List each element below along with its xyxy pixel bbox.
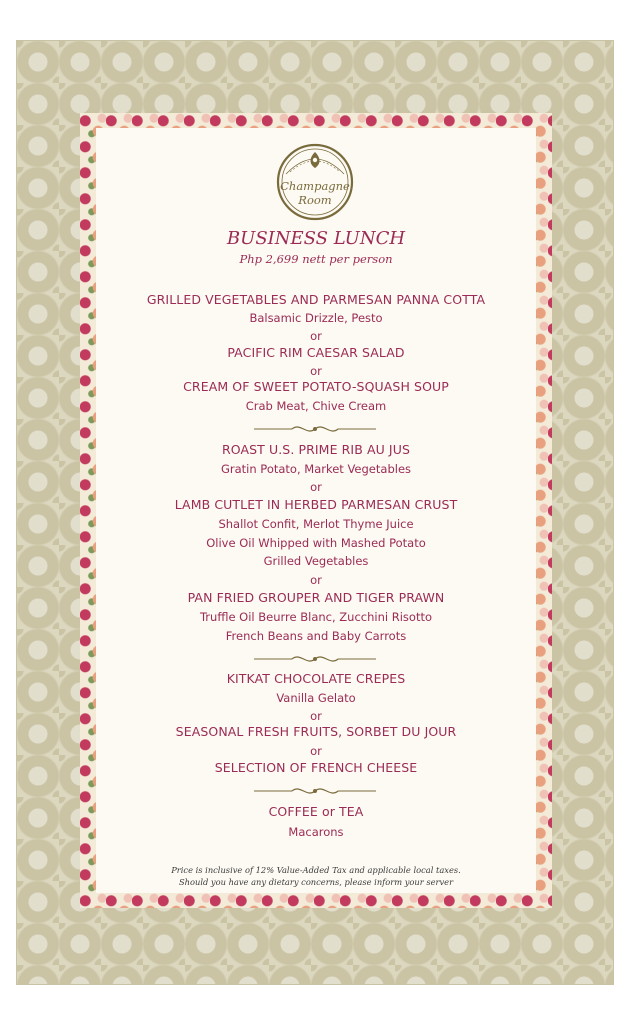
dessert-2-name: SEASONAL FRESH FRUITS, SORBET DU JOUR [175,724,457,739]
main-3-desc-2: French Beans and Baby Carrots [225,629,407,643]
tax-note: Price is inclusive of 12% Value-Added Tax and applicable local taxes. [171,865,461,875]
logo-text-line1: Champagne [280,179,350,193]
starter-3-desc: Crab Meat, Chive Cream [245,399,387,413]
main-2-desc-1: Shallot Confit, Merlot Thyme Juice [218,517,414,531]
starter-1-desc: Balsamic Drizzle, Pesto [249,311,383,325]
or-separator: or [310,329,322,343]
or-separator: or [310,364,322,378]
main-2-desc-3: Grilled Vegetables [263,554,369,568]
dietary-note: Should you have any dietary concerns, please inform your server [178,877,454,887]
ornamental-divider-icon [252,653,378,665]
starter-2-name: PACIFIC RIM CAESAR SALAD [227,345,405,360]
starter-1-name: GRILLED VEGETABLES AND PARMESAN PANNA COTTA [146,292,486,307]
dessert-1-name: KITKAT CHOCOLATE CREPES [226,671,406,686]
ornamental-divider-icon [252,423,378,435]
menu-title: BUSINESS LUNCH [226,228,406,249]
main-3-name: PAN FRIED GROUPER AND TIGER PRAWN [187,590,445,605]
ornamental-divider-icon [252,785,378,797]
main-3-desc-1: Truffle Oil Beurre Blanc, Zucchini Risotto [199,610,433,624]
or-separator: or [310,709,322,723]
beverage-desc: Macarons [288,825,344,839]
beverage-name: COFFEE or TEA [268,804,364,819]
main-2-name: LAMB CUTLET IN HERBED PARMESAN CRUST [174,497,458,512]
champagne-room-logo [276,142,354,222]
menu-price: Php 2,699 nett per person [239,252,393,266]
starter-3-name: CREAM OF SWEET POTATO-SQUASH SOUP [183,379,449,394]
or-separator: or [310,573,322,587]
or-separator: or [310,744,322,758]
main-2-desc-2: Olive Oil Whipped with Mashed Potato [206,536,426,550]
main-1-desc: Gratin Potato, Market Vegetables [220,462,412,476]
or-separator: or [310,480,322,494]
dessert-1-desc: Vanilla Gelato [276,691,356,705]
main-1-name: ROAST U.S. PRIME RIB AU JUS [221,442,411,457]
logo-text-line2: Room [298,193,332,207]
dessert-3-name: SELECTION OF FRENCH CHEESE [214,760,418,775]
